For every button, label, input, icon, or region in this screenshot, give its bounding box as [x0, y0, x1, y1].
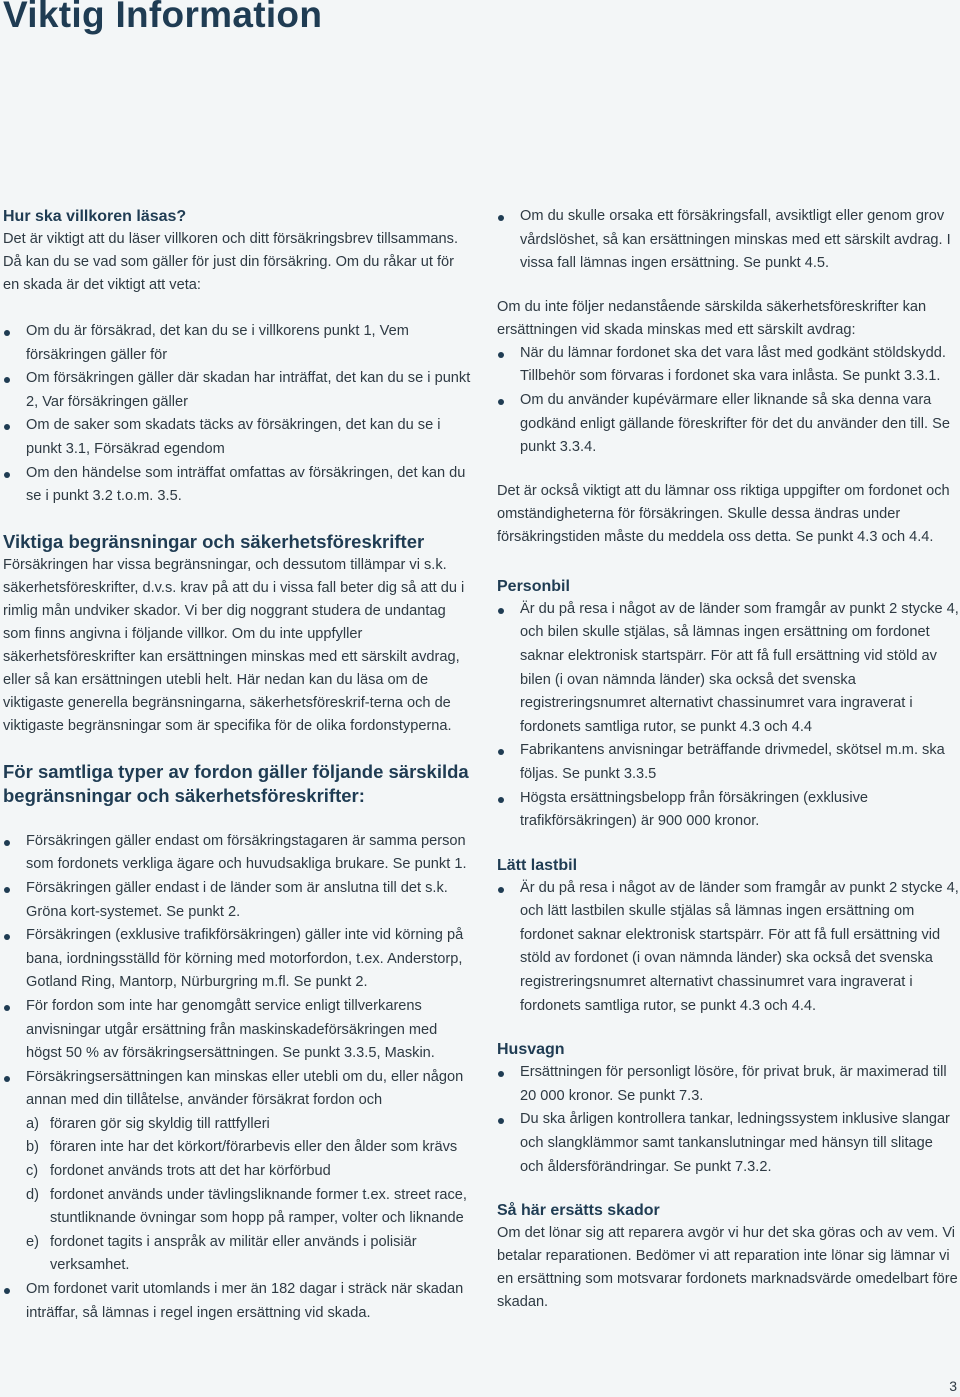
lastbil-bullet-list	[497, 877, 960, 1019]
section-heading-limitations: Viktiga begränsningar och säkerhetsföreskrifter	[3, 530, 425, 552]
list-item: När du lämnar fordonet ska det vara låst med godkänt stöldskydd. Tillbehör som förvaras i fordonet ska vara inlåsta. Se punkt 3.3.1.	[497, 342, 960, 389]
sub-list-marker: b)	[26, 1139, 39, 1156]
husvagn-bullet-list	[497, 1061, 960, 1179]
list-item: Försäkringen (exklusive trafikförsäkringen) gäller inte vid körning på bana, iordningsställd för körning med motorfordon, t.ex. Anderstorp, Gotland Ring, Mantorp, Nürburgring m.fl. Se punkt 2.	[3, 924, 471, 995]
list-item: Försäkringsersättningen kan minskas eller utebli om du, eller någon annan med din tillåtelse, använder försäkrat fordon och	[3, 1066, 471, 1113]
sub-list-item	[3, 1231, 471, 1278]
page-title: Viktig Information	[3, 0, 323, 35]
abroad-bullet-list	[3, 1278, 471, 1325]
sub-list-text: fordonet tagits i anspråk av militär eller används i polisiär verksamhet.	[50, 1233, 417, 1274]
list-item: Om den händelse som inträffat omfattas av försäkringen, det kan du se i punkt 3.2 t.o.m. 3.5.	[3, 462, 471, 509]
sub-list-item	[3, 1184, 471, 1231]
left-column	[3, 205, 471, 1325]
list-item: Högsta ersättningsbelopp från försäkringen (exklusive trafikförsäkringen) är 900 000 kronor.	[497, 787, 960, 834]
sub-list-marker: d)	[26, 1186, 39, 1203]
section-heading-all-vehicles: För samtliga typer av fordon gäller följande särskilda begränsningar och säkerhetsföreskrifter:	[3, 760, 469, 806]
list-item: Om de saker som skadats täcks av försäkringen, det kan du se i punkt 3.1, Försäkrad egendom	[3, 414, 471, 461]
sub-list-item	[3, 1160, 471, 1184]
list-item: Om du använder kupévärmare eller liknande så ska denna vara godkänd enligt gällande föreskrifter för det du använder den till. Se punkt 3.3.4.	[497, 389, 960, 460]
reading-intro: Det är viktigt att du läser villkoren och ditt försäkringsbrev tillsammans. Då kan du se vad som gäller för just din försäkring. Om du råkar ut för en skada är det viktigt att veta:	[3, 231, 459, 293]
section-heading-lastbil: Lätt lastbil	[497, 856, 578, 874]
list-item: Försäkringen gäller endast i de länder som är anslutna till det s.k. Gröna kort-systemet. Se punkt 2.	[3, 877, 471, 924]
list-item: Om försäkringen gäller där skadan har inträffat, det kan du se i punkt 2, Var försäkringen gäller	[3, 367, 471, 414]
list-item: Ersättningen för personligt lösöre, för privat bruk, är maximerad till 20 000 kronor. Se punkt 7.3.	[497, 1061, 960, 1108]
list-item: Är du på resa i något av de länder som framgår av punkt 2 stycke 4, och bilen skulle stjälas, så lämnas ingen ersättning om fordonet saknar elektronisk startspärr. För att få full ersättning vid stöld av bilen (i ovan nämnda länder) ska också det svenska registreringsnumret alternativt chassinumret vara ingraverat i fordonets samtliga rutor, se punkt 4.3 och 4.4	[497, 598, 960, 740]
section-heading-reading: Hur ska villkoren läsas?	[3, 208, 187, 225]
information-duty-body: Det är också viktigt att du lämnar oss riktiga uppgifter om fordonet och omständigheterna för försäkringen. Skulle dessa ändras under försäkringstiden måste du meddela oss detta. Se punkt 4.3 och 4.4.	[497, 482, 950, 545]
page-number: 3	[949, 1378, 957, 1394]
sub-list-text: fordonet används trots att det har körförbud	[50, 1163, 331, 1180]
section-heading-skador: Så här ersätts skador	[497, 1202, 660, 1220]
skador-body: Om det lönar sig att reparera avgör vi hur det ska göras och av vem. Vi betalar reparationen. Bedömer vi att reparation inte lönar sig lämnar vi en ersättning som motsvarar fordonets marknadsvärde omedelbart före skadan.	[497, 1225, 958, 1311]
right-column	[497, 205, 960, 1314]
list-item: Om du är försäkrad, det kan du se i villkorens punkt 1, Vem försäkringen gäller för	[3, 320, 471, 367]
safety-rules-intro: Om du inte följer nedanstående särskilda säkerhetsföreskrifter kan ersättningen vid skada minskas med ett särskilt avdrag:	[497, 298, 927, 338]
list-item: Fabrikantens anvisningar beträffande drivmedel, skötsel m.m. ska följas. Se punkt 3.3.5	[497, 739, 960, 786]
sub-list-text: föraren gör sig skyldig till rattfylleri	[50, 1115, 270, 1132]
list-item: Är du på resa i något av de länder som framgår av punkt 2 stycke 4, och lätt lastbilen skulle stjälas så lämnas ingen ersättning om fordonet saknar elektronisk startspärr. För att få full ersättning vid stöld av fordonet (i ovan nämnda länder) ska också det svenska registreringsnumret alternativt chassinumret vara ingraverat i fordonets samtliga rutor, se punkt 4.3 och 4.4.	[497, 877, 960, 1019]
section-heading-husvagn: Husvagn	[497, 1041, 565, 1059]
sub-list-item	[3, 1113, 471, 1137]
limitations-body: Försäkringen har vissa begränsningar, och dessutom tillämpar vi s.k. säkerhetsföreskrifter, d.v.s. krav på att du i vissa fall beter dig så att du i rimlig mån undviker skador. Vi ber dig noggrant studera de undantag som finns angivna i följande villkor. Om du inte uppfyller säkerhetsföreskrifter kan ersättningen minskas med ett särskilt avdrag, eller så kan ersättningen utebli helt. Här nedan kan du läsa om de viktigaste generella begränsningarna, säkerhetsföreskrif-terna och de viktigaste begränsningar som är specifika för de olika fordonstyperna.	[3, 556, 465, 734]
personbil-bullet-list	[497, 598, 960, 834]
sub-list-text: fordonet används under tävlingsliknande former t.ex. street race, stuntliknande övningar som hopp på ramper, volter och liknande	[50, 1186, 467, 1227]
list-item: Om du skulle orsaka ett försäkringsfall, avsiktligt eller genom grov vårdslöshet, så kan ersättningen minskas med ett särskilt avdrag. I vissa fall lämnas ingen ersättning. Se punkt 4.5.	[497, 205, 960, 276]
list-item: För fordon som inte har genomgått service enligt tillverkarens anvisningar utgår ersättning från maskinskadeförsäkringen med högst 50 % av försäkringsersättningen. Se punkt 3.3.5, Maskin.	[3, 995, 471, 1066]
list-item: Om fordonet varit utomlands i mer än 182 dagar i sträck när skadan inträffar, så lämnas i regel ingen ersättning vid skada.	[3, 1278, 471, 1325]
list-item: Du ska årligen kontrollera tankar, ledningssystem inklusive slangar och slangklämmor samt tankanslutningar med hänsyn till slitage och åldersförändringar. Se punkt 7.3.2.	[497, 1108, 960, 1179]
all-vehicles-bullet-list	[3, 830, 471, 1113]
sub-list-marker: c)	[26, 1163, 39, 1180]
reading-bullet-list	[3, 320, 471, 509]
sub-list-text: föraren inte har det körkort/förarbevis eller den ålder som krävs	[50, 1139, 458, 1156]
intent-bullet-list	[497, 205, 960, 276]
list-item: Försäkringen gäller endast om försäkringstagaren är samma person som fordonets verkliga ägare och huvudsakliga brukare. Se punkt 1.	[3, 830, 471, 877]
sub-condition-list	[3, 1113, 471, 1278]
sub-list-marker: a)	[26, 1115, 39, 1132]
sub-list-marker: e)	[26, 1233, 39, 1250]
section-heading-personbil: Personbil	[497, 577, 570, 595]
sub-list-item	[3, 1136, 471, 1160]
safety-rules-bullet-list	[497, 342, 960, 460]
